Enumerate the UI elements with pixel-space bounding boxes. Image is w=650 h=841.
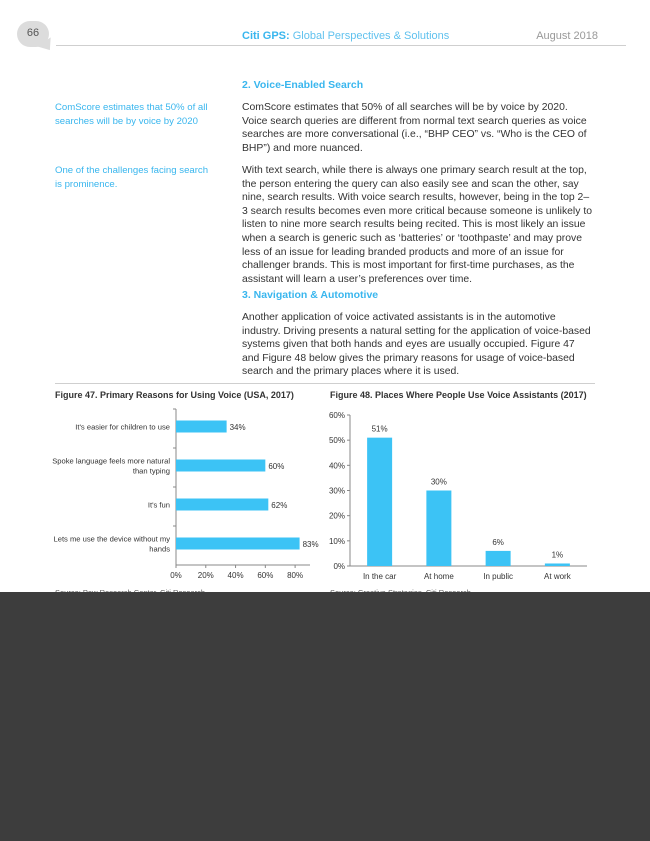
figure48-category-label: At home xyxy=(423,572,454,581)
brand-name: Citi GPS: xyxy=(242,30,290,42)
header-brand xyxy=(242,30,449,42)
section-heading-navigation: 3. Navigation & Automotive xyxy=(242,289,379,301)
figure47-value-label: 34% xyxy=(229,423,246,432)
figure48-y-tick-label: 60% xyxy=(328,411,345,420)
figure48-y-tick-label: 20% xyxy=(328,511,345,521)
figure48-y-tick-label: 30% xyxy=(328,486,345,496)
figure48-value-label: 6% xyxy=(492,537,504,547)
page-number-badge xyxy=(17,21,53,49)
figure47-x-tick-label: 60% xyxy=(257,571,274,580)
figure47-value-label: 62% xyxy=(271,501,288,510)
figure48-chart xyxy=(322,405,597,585)
figure47-category-label: than typing xyxy=(132,466,170,476)
figure48-title: Figure 48. Places Where People Use Voice Assistants (2017) xyxy=(330,390,587,400)
section-heading-voice: 2. Voice-Enabled Search xyxy=(242,79,364,91)
figure47-value-label: 60% xyxy=(268,462,285,471)
figure48-value-label: 51% xyxy=(371,424,388,434)
dark-overlay-band xyxy=(0,592,650,841)
figure48-bar xyxy=(367,438,392,566)
figure47-x-tick-label: 20% xyxy=(197,571,214,580)
paragraph-voice-1: ComScore estimates that 50% of all searches will be by voice by 2020. Voice search queries are different from normal text search queries as voice searches are more conversational (i.e., “BHP CEO” vs. “Who is the CEO of BHP”) and more nuanced. xyxy=(242,102,587,154)
header-divider xyxy=(56,45,626,46)
figure47-x-tick-label: 80% xyxy=(287,571,304,580)
page-number: 66 xyxy=(26,27,40,39)
figure48-y-tick-label: 40% xyxy=(328,461,345,471)
figure47-chart xyxy=(52,405,319,585)
figure47-title: Figure 47. Primary Reasons for Using Voice (USA, 2017) xyxy=(55,390,294,400)
figure47-bar xyxy=(176,421,227,433)
figure48-y-tick-label: 0% xyxy=(333,562,345,571)
figure-divider xyxy=(55,383,595,384)
figure48-y-tick-label: 50% xyxy=(328,436,345,446)
figure48-bar xyxy=(426,491,451,567)
figure47-bar xyxy=(176,538,300,550)
figure48-category-label: In public xyxy=(483,572,514,581)
figure47-category-label: Spoke language feels more natural xyxy=(52,456,170,466)
figure47-bar xyxy=(176,499,268,511)
sidenote-voice-estimate: ComScore estimates that 50% of all searches will be by voice by 2020 xyxy=(55,102,208,127)
figure47-category-label: Lets me use the device without my xyxy=(53,534,170,544)
figure47-bar xyxy=(176,460,265,472)
figure47-value-label: 83% xyxy=(302,540,319,549)
figure47-category-label: It's easier for children to use xyxy=(75,422,170,432)
figure47-x-tick-label: 0% xyxy=(170,571,182,580)
figure47-x-tick-label: 40% xyxy=(227,571,244,580)
figure48-bar xyxy=(545,563,570,566)
figure47-category-label: It's fun xyxy=(147,500,170,510)
figure48-category-label: In the car xyxy=(362,572,397,581)
figure47-category-label: hands xyxy=(149,544,170,554)
paragraph-voice-2: With text search, while there is always one primary search result at the top, the person entering the query can also easily see and scan the other, say nine, search results. With voice search results, however, being in the top 2–3 search results becomes even more critical because someone is unlikely to listen to nine more search results being recited. This is most likely an issue when a search is generic such as ‘batteries’ or ‘toothpaste’ and may prove less of an issue for leading branded products and more of an issue for challenger brands. This is most important for first-time purchases, as the assistant will learn a user’s preferences over time. xyxy=(242,165,592,285)
figure48-value-label: 30% xyxy=(430,477,447,487)
figure48-y-tick-label: 10% xyxy=(328,536,345,546)
figure48-value-label: 1% xyxy=(551,550,564,560)
paragraph-navigation-1: Another application of voice activated assistants is in the automotive industry. Driving presents a natural setting for the application of voice-based systems given that both hands and eyes are usually occupied. Figure 47 and Figure 48 below gives the primary reasons for usage of voice-based search and the primary places where it is used. xyxy=(242,312,591,378)
figure48-category-label: At work xyxy=(544,572,571,581)
brand-subtitle: Global Perspectives & Solutions xyxy=(292,30,450,42)
figure48-bar xyxy=(486,551,511,566)
header-date: August 2018 xyxy=(536,30,598,42)
sidenote-prominence: One of the challenges facing search is prominence. xyxy=(55,165,209,190)
